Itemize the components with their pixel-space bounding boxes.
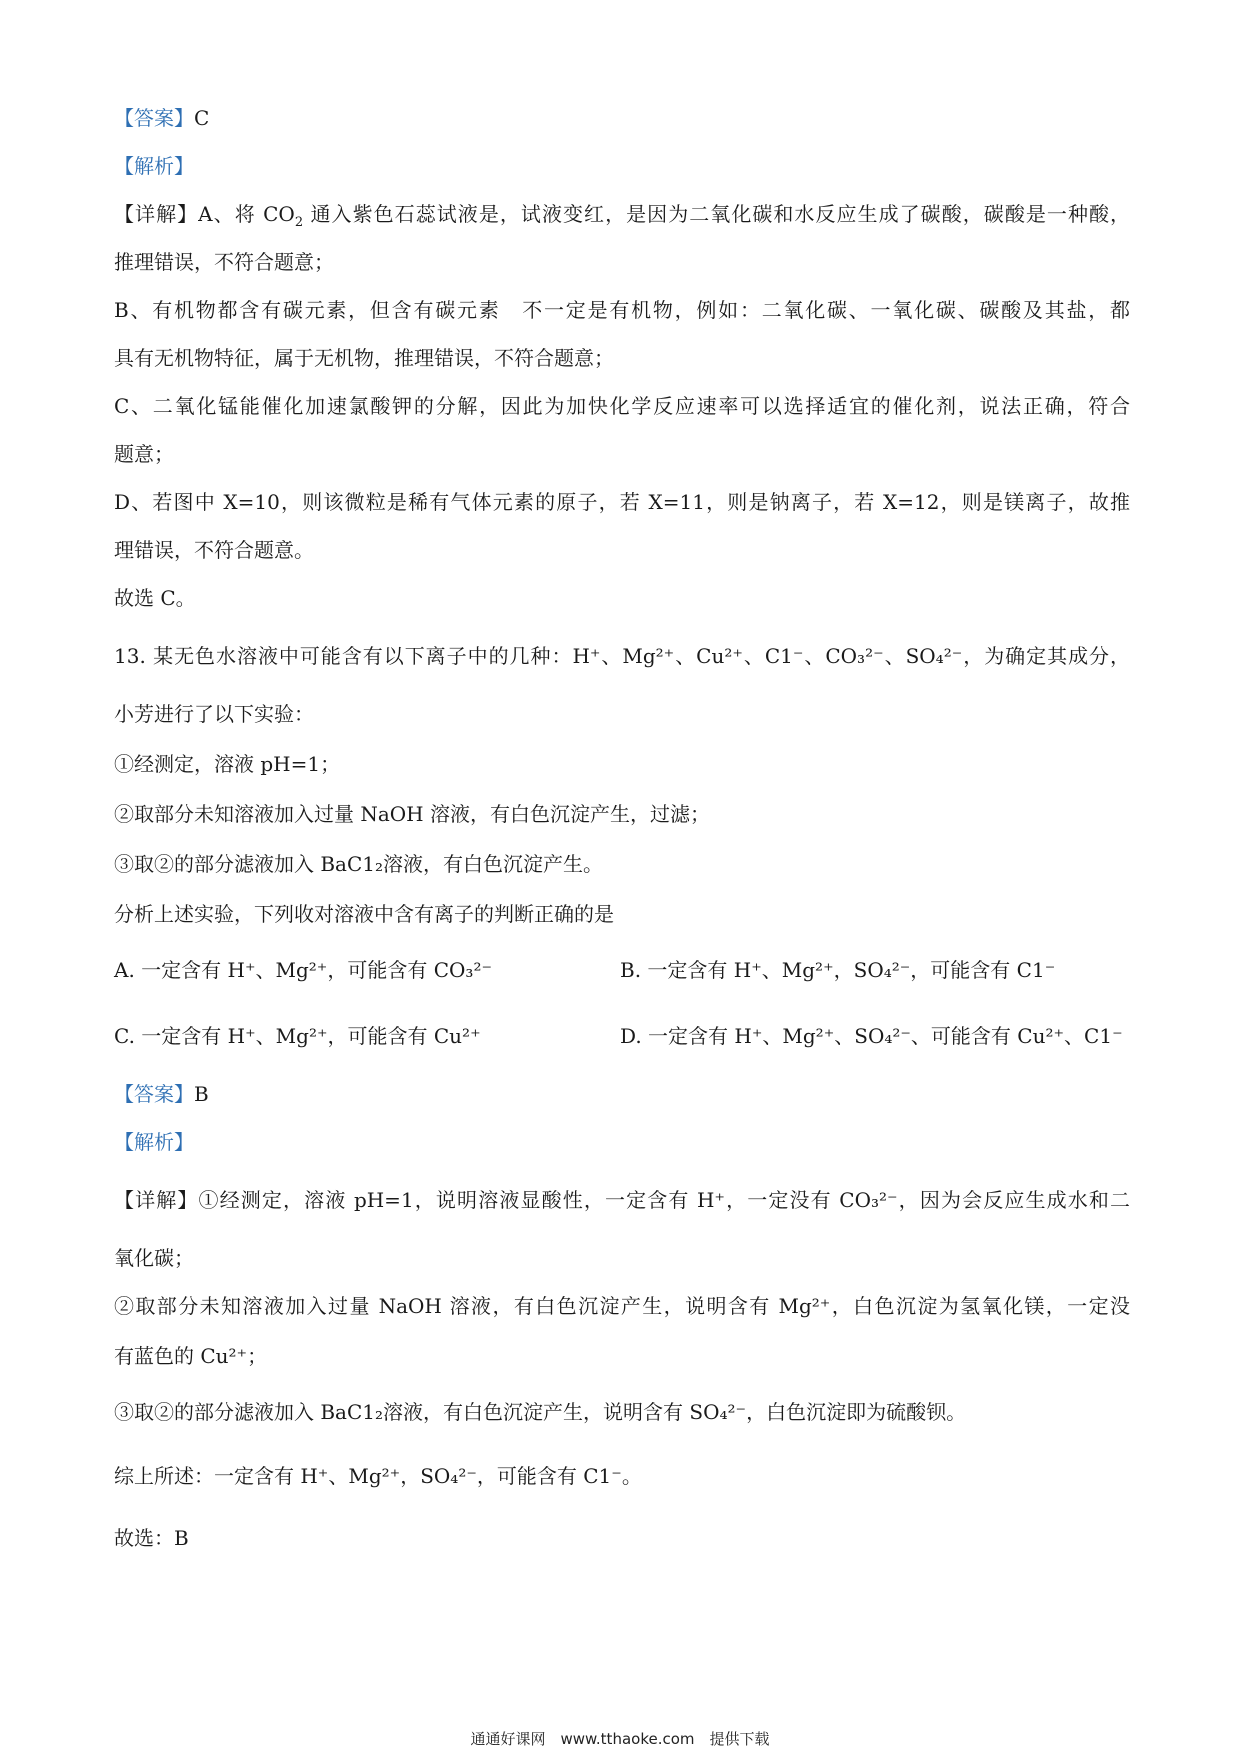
detail-a-text: A、将 CO (198, 202, 295, 226)
q13-experiment-1: ①经测定，溶液 pH=1； (114, 752, 341, 776)
q12-detail-c-line1: C、二氧化锰能催化加速氯酸钾的分解，因此为加快化学反应速率可以选择适宜的催化剂，说法正确，符合 (114, 394, 1130, 418)
q13-detail-3: ③取②的部分滤液加入 BaC1₂溶液，有白色沉淀产生，说明含有 SO₄²⁻，白色沉淀即为硫酸钡。 (114, 1400, 967, 1424)
q12-detail-a-line2: 推理错误，不符合题意； (114, 250, 334, 274)
answer-tag: 【答案】 (114, 1082, 194, 1106)
q12-conclusion: 故选 C。 (114, 586, 196, 610)
q13-detail-2-line2: 有蓝色的 Cu²⁺； (114, 1344, 268, 1368)
q12-detail-a-line1 (114, 200, 1130, 228)
q13-answer-line (114, 1080, 209, 1108)
q12-analysis-tag: 【解析】 (114, 154, 194, 178)
q12-detail-b-line2: 具有无机物特征，属于无机物，推理错误，不符合题意； (114, 346, 614, 370)
q13-conclusion: 故选：B (114, 1526, 189, 1550)
q13-detail-2-line1: ②取部分未知溶液加入过量 NaOH 溶液，有白色沉淀产生，说明含有 Mg²⁺，白色沉淀为氢氧化镁，一定没 (114, 1294, 1130, 1318)
q13-analysis-tag: 【解析】 (114, 1130, 194, 1154)
q12-detail-d-line1: D、若图中 X=10，则该微粒是稀有气体元素的原子，若 X=11，则是钠离子，若 X=12，则是镁离子，故推 (114, 490, 1130, 514)
detail-a-text-rest: 通入紫色石蕊试液是，试液变红，是因为二氧化碳和水反应生成了碳酸，碳酸是一种酸， (303, 202, 1131, 226)
detail-tag: 【详解】 (114, 202, 199, 226)
q13-detail-1-line1 (114, 1186, 1130, 1214)
q13-stem-line2: 小芳进行了以下实验： (114, 702, 314, 726)
option-d: D. 一定含有 H⁺、Mg²⁺、SO₄²⁻、可能含有 Cu²⁺、C1⁻ (620, 1024, 1123, 1048)
answer-value: C (194, 106, 210, 130)
option-b: B. 一定含有 H⁺、Mg²⁺，SO₄²⁻，可能含有 C1⁻ (620, 958, 1056, 982)
q13-detail-1-line2: 氧化碳； (114, 1246, 194, 1270)
q12-detail-b-line1: B、有机物都含有碳元素，但含有碳元素 不一定是有机物，例如：二氧化碳、一氧化碳、碳酸及其盐，都 (114, 298, 1130, 322)
q12-detail-c-line2: 题意； (114, 442, 174, 466)
page-footer: 通通好课网 www.tthaoke.com 提供下载 (470, 1730, 770, 1748)
q13-question: 分析上述实验，下列收对溶液中含有离子的判断正确的是 (114, 902, 614, 926)
answer-tag: 【答案】 (114, 106, 194, 130)
detail-1-text: ①经测定，溶液 pH=1，说明溶液显酸性，一定含有 H⁺，一定没有 CO₃²⁻，因为会反应生成水和二 (198, 1188, 1130, 1212)
q13-stem-line1: 13. 某无色水溶液中可能含有以下离子中的几种：H⁺、Mg²⁺、Cu²⁺、C1⁻、CO₃²⁻、SO₄²⁻，为确定其成分， (114, 644, 1130, 668)
option-a: A. 一定含有 H⁺、Mg²⁺，可能含有 CO₃²⁻ (114, 958, 493, 982)
q13-experiment-2: ②取部分未知溶液加入过量 NaOH 溶液，有白色沉淀产生，过滤； (114, 802, 710, 826)
option-c: C. 一定含有 H⁺、Mg²⁺，可能含有 Cu²⁺ (114, 1024, 481, 1048)
answer-value: B (194, 1082, 209, 1106)
q12-answer-line (114, 104, 209, 132)
detail-tag: 【详解】 (114, 1188, 199, 1212)
co2-subscript: 2 (294, 215, 304, 230)
q13-experiment-3: ③取②的部分滤液加入 BaC1₂溶液，有白色沉淀产生。 (114, 852, 604, 876)
q12-detail-d-line2: 理错误，不符合题意。 (114, 538, 314, 562)
q13-summary: 综上所述：一定含有 H⁺、Mg²⁺，SO₄²⁻，可能含有 C1⁻。 (114, 1464, 642, 1488)
